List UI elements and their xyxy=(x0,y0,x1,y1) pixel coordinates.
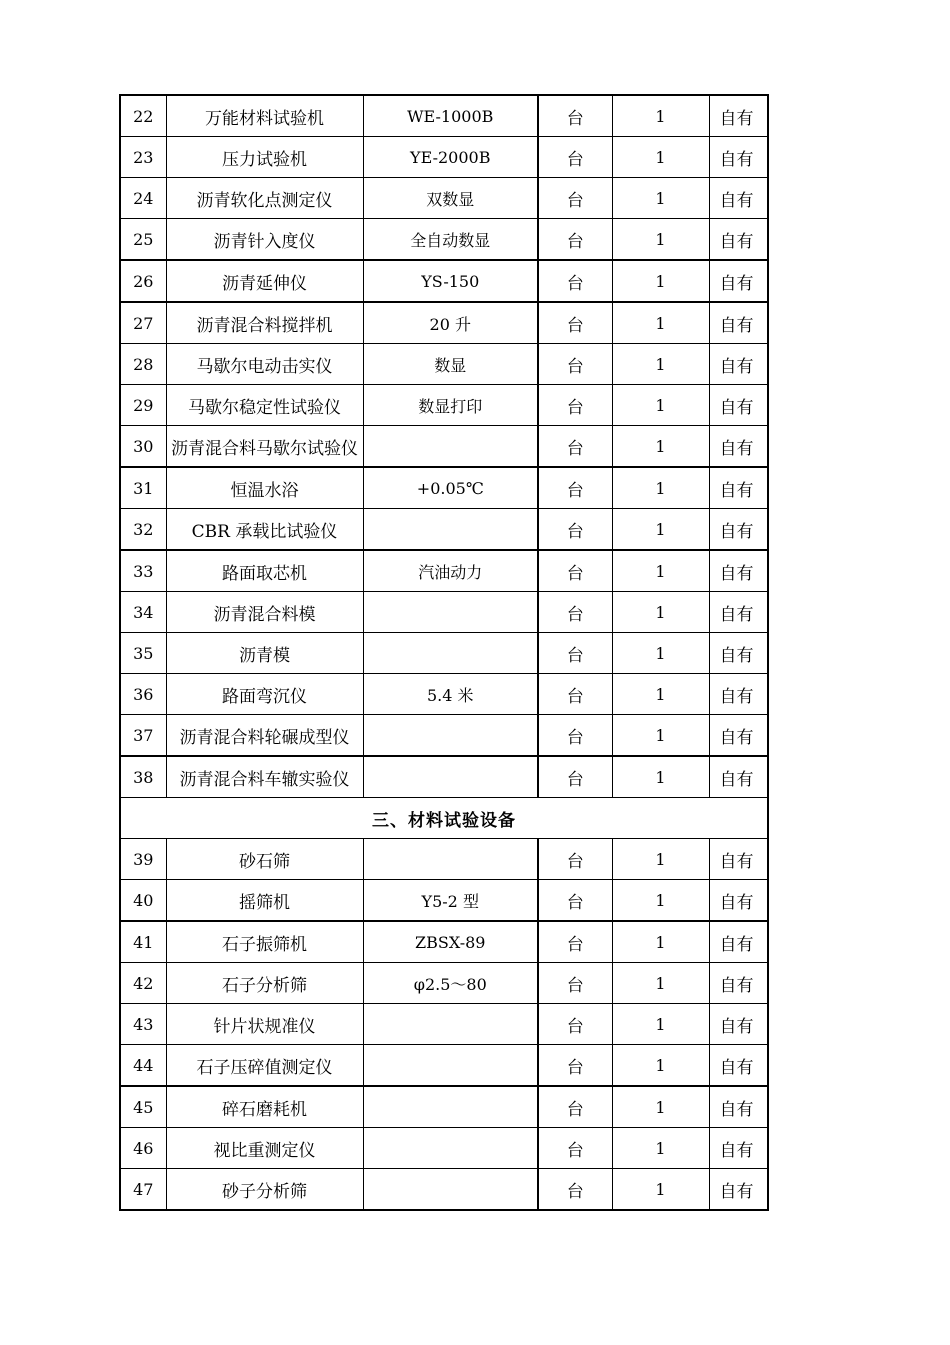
table-row xyxy=(120,921,768,963)
equipment-unit: 台 xyxy=(538,756,612,798)
equipment-quantity: 1 xyxy=(612,426,709,468)
equipment-ownership: 自有 xyxy=(709,344,768,385)
table-row xyxy=(120,1045,768,1087)
equipment-ownership: 自有 xyxy=(709,467,768,509)
equipment-ownership: 自有 xyxy=(709,137,768,178)
equipment-unit: 台 xyxy=(538,95,612,137)
equipment-unit: 台 xyxy=(538,302,612,344)
equipment-spec: 数显 xyxy=(363,344,538,385)
row-number: 23 xyxy=(120,137,166,178)
table-row xyxy=(120,674,768,715)
equipment-spec: Y5-2 型 xyxy=(363,880,538,922)
equipment-quantity: 1 xyxy=(612,1086,709,1128)
equipment-ownership: 自有 xyxy=(709,1169,768,1211)
equipment-unit: 台 xyxy=(538,633,612,674)
table-row xyxy=(120,178,768,219)
equipment-ownership: 自有 xyxy=(709,550,768,592)
equipment-unit: 台 xyxy=(538,260,612,302)
equipment-ownership: 自有 xyxy=(709,633,768,674)
equipment-spec xyxy=(363,592,538,633)
equipment-spec: 5.4 米 xyxy=(363,674,538,715)
equipment-name: 砂石筛 xyxy=(166,839,363,880)
table-row xyxy=(120,1086,768,1128)
equipment-name: 路面取芯机 xyxy=(166,550,363,592)
row-number: 34 xyxy=(120,592,166,633)
table-row xyxy=(120,467,768,509)
equipment-spec: 双数显 xyxy=(363,178,538,219)
equipment-ownership: 自有 xyxy=(709,509,768,551)
equipment-spec: 20 升 xyxy=(363,302,538,344)
table-row xyxy=(120,509,768,551)
equipment-spec: ZBSX-89 xyxy=(363,921,538,963)
equipment-ownership: 自有 xyxy=(709,880,768,922)
table-row xyxy=(120,633,768,674)
equipment-name: 石子振筛机 xyxy=(166,921,363,963)
equipment-quantity: 1 xyxy=(612,344,709,385)
equipment-ownership: 自有 xyxy=(709,260,768,302)
table-row xyxy=(120,95,768,137)
equipment-name: 沥青混合料搅拌机 xyxy=(166,302,363,344)
equipment-unit: 台 xyxy=(538,963,612,1004)
equipment-unit: 台 xyxy=(538,1004,612,1045)
equipment-spec: YS-150 xyxy=(363,260,538,302)
equipment-quantity: 1 xyxy=(612,550,709,592)
equipment-ownership: 自有 xyxy=(709,302,768,344)
equipment-spec: +0.05℃ xyxy=(363,467,538,509)
equipment-unit: 台 xyxy=(538,219,612,261)
equipment-unit: 台 xyxy=(538,1169,612,1211)
equipment-ownership: 自有 xyxy=(709,426,768,468)
equipment-ownership: 自有 xyxy=(709,385,768,426)
equipment-quantity: 1 xyxy=(612,880,709,922)
row-number: 41 xyxy=(120,921,166,963)
row-number: 26 xyxy=(120,260,166,302)
row-number: 30 xyxy=(120,426,166,468)
equipment-quantity: 1 xyxy=(612,1045,709,1087)
table-row xyxy=(120,839,768,880)
equipment-ownership: 自有 xyxy=(709,95,768,137)
table-row xyxy=(120,715,768,757)
table-row xyxy=(120,260,768,302)
row-number: 22 xyxy=(120,95,166,137)
equipment-ownership: 自有 xyxy=(709,219,768,261)
equipment-name: 视比重测定仪 xyxy=(166,1128,363,1169)
table-row xyxy=(120,592,768,633)
equipment-ownership: 自有 xyxy=(709,715,768,757)
table-row xyxy=(120,302,768,344)
equipment-spec xyxy=(363,1004,538,1045)
equipment-quantity: 1 xyxy=(612,509,709,551)
table-row xyxy=(120,219,768,261)
equipment-quantity: 1 xyxy=(612,302,709,344)
equipment-quantity: 1 xyxy=(612,137,709,178)
equipment-ownership: 自有 xyxy=(709,1128,768,1169)
equipment-ownership: 自有 xyxy=(709,178,768,219)
equipment-ownership: 自有 xyxy=(709,674,768,715)
equipment-ownership: 自有 xyxy=(709,1086,768,1128)
equipment-unit: 台 xyxy=(538,426,612,468)
equipment-spec xyxy=(363,839,538,880)
table-row xyxy=(120,1169,768,1211)
row-number: 46 xyxy=(120,1128,166,1169)
equipment-unit: 台 xyxy=(538,880,612,922)
row-number: 32 xyxy=(120,509,166,551)
table-row xyxy=(120,385,768,426)
equipment-ownership: 自有 xyxy=(709,592,768,633)
table-row xyxy=(120,1004,768,1045)
equipment-unit: 台 xyxy=(538,344,612,385)
table-row xyxy=(120,550,768,592)
equipment-unit: 台 xyxy=(538,921,612,963)
equipment-name: 碎石磨耗机 xyxy=(166,1086,363,1128)
equipment-spec: WE-1000B xyxy=(363,95,538,137)
table-section-header xyxy=(120,798,768,839)
equipment-unit: 台 xyxy=(538,1086,612,1128)
equipment-name: 沥青模 xyxy=(166,633,363,674)
equipment-unit: 台 xyxy=(538,592,612,633)
equipment-quantity: 1 xyxy=(612,260,709,302)
equipment-quantity: 1 xyxy=(612,467,709,509)
table-body-before-section xyxy=(120,95,768,798)
row-number: 44 xyxy=(120,1045,166,1087)
table-row xyxy=(120,756,768,798)
equipment-name: 沥青混合料马歇尔试验仪 xyxy=(166,426,363,468)
row-number: 28 xyxy=(120,344,166,385)
section-title: 三、材料试验设备 xyxy=(120,798,768,839)
equipment-unit: 台 xyxy=(538,1045,612,1087)
equipment-spec xyxy=(363,715,538,757)
equipment-spec: YE-2000B xyxy=(363,137,538,178)
equipment-quantity: 1 xyxy=(612,674,709,715)
equipment-spec xyxy=(363,1128,538,1169)
equipment-quantity: 1 xyxy=(612,633,709,674)
equipment-name: 摇筛机 xyxy=(166,880,363,922)
equipment-name: 沥青混合料轮碾成型仪 xyxy=(166,715,363,757)
equipment-quantity: 1 xyxy=(612,1004,709,1045)
equipment-unit: 台 xyxy=(538,674,612,715)
equipment-name: 恒温水浴 xyxy=(166,467,363,509)
equipment-quantity: 1 xyxy=(612,219,709,261)
equipment-name: 石子压碎值测定仪 xyxy=(166,1045,363,1087)
equipment-quantity: 1 xyxy=(612,1169,709,1211)
row-number: 33 xyxy=(120,550,166,592)
equipment-name: 压力试验机 xyxy=(166,137,363,178)
table-row xyxy=(120,1128,768,1169)
row-number: 27 xyxy=(120,302,166,344)
equipment-quantity: 1 xyxy=(612,178,709,219)
equipment-ownership: 自有 xyxy=(709,963,768,1004)
row-number: 39 xyxy=(120,839,166,880)
equipment-quantity: 1 xyxy=(612,921,709,963)
row-number: 37 xyxy=(120,715,166,757)
equipment-unit: 台 xyxy=(538,137,612,178)
equipment-unit: 台 xyxy=(538,178,612,219)
equipment-quantity: 1 xyxy=(612,95,709,137)
row-number: 24 xyxy=(120,178,166,219)
table-row xyxy=(120,963,768,1004)
equipment-ownership: 自有 xyxy=(709,839,768,880)
equipment-spec: 全自动数显 xyxy=(363,219,538,261)
equipment-spec xyxy=(363,426,538,468)
row-number: 47 xyxy=(120,1169,166,1211)
equipment-spec: 汽油动力 xyxy=(363,550,538,592)
equipment-name: 针片状规准仪 xyxy=(166,1004,363,1045)
equipment-name: 沥青针入度仪 xyxy=(166,219,363,261)
equipment-quantity: 1 xyxy=(612,715,709,757)
equipment-name: 石子分析筛 xyxy=(166,963,363,1004)
row-number: 35 xyxy=(120,633,166,674)
row-number: 36 xyxy=(120,674,166,715)
equipment-spec: 数显打印 xyxy=(363,385,538,426)
section-row xyxy=(120,798,768,839)
row-number: 25 xyxy=(120,219,166,261)
equipment-ownership: 自有 xyxy=(709,921,768,963)
equipment-unit: 台 xyxy=(538,550,612,592)
table-row xyxy=(120,880,768,922)
table-row xyxy=(120,426,768,468)
row-number: 42 xyxy=(120,963,166,1004)
equipment-spec xyxy=(363,633,538,674)
equipment-unit: 台 xyxy=(538,467,612,509)
row-number: 31 xyxy=(120,467,166,509)
equipment-name: 沥青混合料车辙实验仪 xyxy=(166,756,363,798)
equipment-name: 沥青混合料模 xyxy=(166,592,363,633)
equipment-unit: 台 xyxy=(538,715,612,757)
equipment-name: 路面弯沉仪 xyxy=(166,674,363,715)
row-number: 29 xyxy=(120,385,166,426)
row-number: 43 xyxy=(120,1004,166,1045)
equipment-name: 沥青软化点测定仪 xyxy=(166,178,363,219)
row-number: 38 xyxy=(120,756,166,798)
equipment-unit: 台 xyxy=(538,509,612,551)
equipment-spec xyxy=(363,509,538,551)
row-number: 40 xyxy=(120,880,166,922)
table-row xyxy=(120,137,768,178)
equipment-unit: 台 xyxy=(538,839,612,880)
equipment-spec xyxy=(363,1045,538,1087)
equipment-unit: 台 xyxy=(538,385,612,426)
equipment-name: CBR 承载比试验仪 xyxy=(166,509,363,551)
equipment-spec: φ2.5～80 xyxy=(363,963,538,1004)
equipment-table xyxy=(119,94,769,1211)
equipment-unit: 台 xyxy=(538,1128,612,1169)
equipment-name: 砂子分析筛 xyxy=(166,1169,363,1211)
table-row xyxy=(120,344,768,385)
equipment-quantity: 1 xyxy=(612,385,709,426)
equipment-quantity: 1 xyxy=(612,756,709,798)
equipment-quantity: 1 xyxy=(612,839,709,880)
row-number: 45 xyxy=(120,1086,166,1128)
equipment-ownership: 自有 xyxy=(709,1045,768,1087)
equipment-quantity: 1 xyxy=(612,963,709,1004)
equipment-ownership: 自有 xyxy=(709,1004,768,1045)
equipment-spec xyxy=(363,756,538,798)
table-body-after-section xyxy=(120,839,768,1211)
equipment-spec xyxy=(363,1169,538,1211)
equipment-name: 马歇尔稳定性试验仪 xyxy=(166,385,363,426)
equipment-name: 马歇尔电动击实仪 xyxy=(166,344,363,385)
equipment-spec xyxy=(363,1086,538,1128)
equipment-name: 万能材料试验机 xyxy=(166,95,363,137)
equipment-ownership: 自有 xyxy=(709,756,768,798)
equipment-quantity: 1 xyxy=(612,1128,709,1169)
equipment-name: 沥青延伸仪 xyxy=(166,260,363,302)
equipment-quantity: 1 xyxy=(612,592,709,633)
